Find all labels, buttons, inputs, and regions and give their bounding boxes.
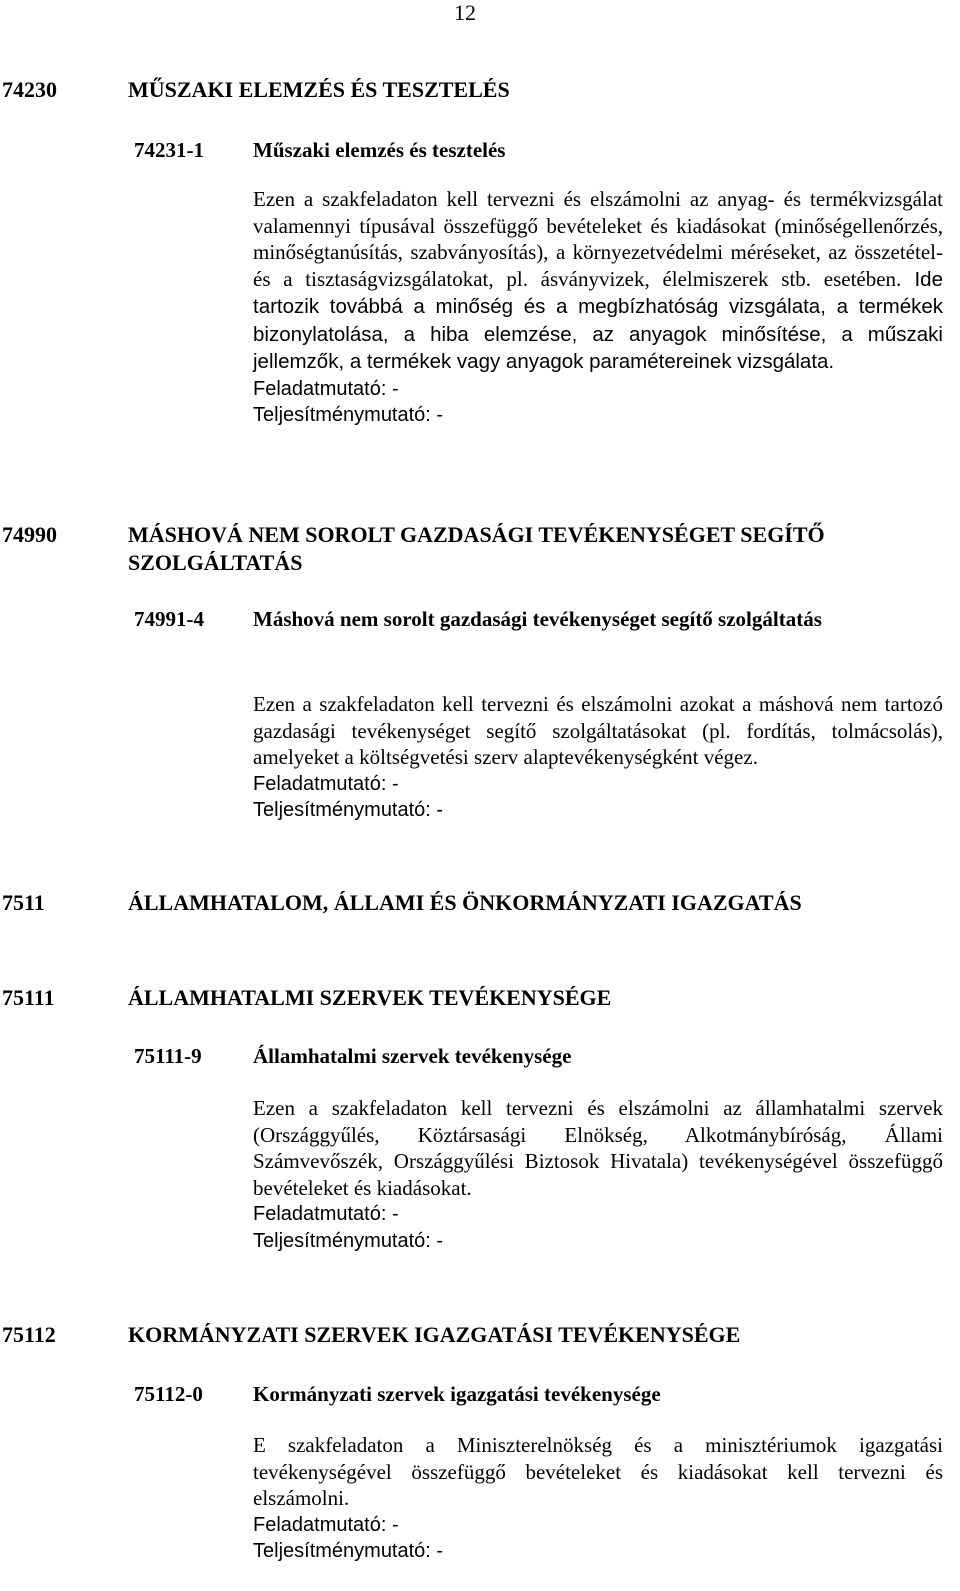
feladatmutato-label: Feladatmutató: -: [253, 1513, 399, 1536]
section-title: ÁLLAMHATALMI SZERVEK TEVÉKENYSÉGE: [128, 985, 612, 1010]
feladatmutato-label: Feladatmutató: -: [253, 1203, 399, 1225]
section-code: 7511: [2, 890, 45, 915]
feladatmutato-label: Feladatmutató: -: [253, 772, 399, 795]
page-number: 12: [454, 0, 476, 25]
body-text: Ezen a szakfeladaton kell tervezni és elszámolni az anyag- és termékvizsgálat valamennyi típusával összefüggő bevételeket és kiadásokat (minőségellenőrzés, minőségtanúsítás, szabványosítás), a környezetvédelmi méréseket, az összetétel- és a tisztaságvizsgálatokat, pl. ásványvizek, élelmiszerek stb. esetében.: [253, 187, 943, 291]
subsection-title: Államhatalmi szervek tevékenysége: [253, 1044, 572, 1068]
section-code: 75112: [2, 1322, 56, 1347]
section-title: MÁSHOVÁ NEM SOROLT GAZDASÁGI TEVÉKENYSÉGET SEGÍTŐ SZOLGÁLTATÁS: [128, 522, 825, 575]
teljesitmenymutato-label: Teljesítménymutató: -: [253, 1229, 444, 1252]
subsection-body: [253, 1432, 943, 1565]
section-title: KORMÁNYZATI SZERVEK IGAZGATÁSI TEVÉKENYSÉGE: [128, 1322, 741, 1347]
subsection-body: [253, 691, 943, 824]
subsection-title: Műszaki elemzés és tesztelés: [253, 138, 506, 162]
subsection-code: 75112-0: [134, 1382, 203, 1406]
section-code: 74990: [2, 522, 57, 547]
subsection-body: [253, 186, 943, 429]
subsection-code: 74231-1: [134, 138, 204, 162]
teljesitmenymutato-label: Teljesítménymutató: -: [253, 404, 444, 426]
body-paragraph: Ezen a szakfeladaton kell tervezni és elszámolni azokat a máshová nem tartozó gazdasági tevékenységet segítő szolgáltatásokat (pl. fordítás, tolmácsolás), amelyeket a költségvetési szerv alaptevékenységként végez.: [253, 692, 943, 769]
body-paragraph: Ezen a szakfeladaton kell tervezni és elszámolni az államhatalmi szervek (Országgyűlés, Köztársasági Elnökség, Alkotmánybíróság, Állami Számvevőszék, Országgyűlési Biztosok Hivatala) tevékenységével összefüggő bevételeket és kiadásokat.: [253, 1096, 943, 1200]
subsection-code: 75111-9: [134, 1044, 202, 1068]
body-text-continued: Ide tartozik továbbá a minőség és a megbízhatóság vizsgálata, a termékek bizonylatolása, a hiba elemzése, az anyagok minősítése, a műszaki jellemzők, a termékek vagy anyagok paramétereinek vizsgálata.: [253, 267, 943, 373]
section-title: ÁLLAMHATALOM, ÁLLAMI ÉS ÖNKORMÁNYZATI IGAZGATÁS: [128, 890, 802, 915]
body-paragraph: [253, 186, 943, 376]
body-paragraph: E szakfeladaton a Miniszterelnökség és a minisztériumok igazgatási tevékenységével összefüggő bevételeket és kiadásokat kell tervezni és elszámolni.: [253, 1433, 943, 1510]
section-code: 75111: [2, 985, 55, 1010]
section-title: MŰSZAKI ELEMZÉS ÉS TESZTELÉS: [128, 77, 510, 102]
subsection-title: Kormányzati szervek igazgatási tevékenysége: [253, 1382, 661, 1406]
section-code: 74230: [2, 77, 57, 102]
subsection-code: 74991-4: [134, 607, 204, 631]
subsection-title: Máshová nem sorolt gazdasági tevékenységet segítő szolgáltatás: [253, 607, 822, 631]
subsection-body: [253, 1095, 943, 1254]
teljesitmenymutato-label: Teljesítménymutató: -: [253, 799, 444, 821]
teljesitmenymutato-label: Teljesítménymutató: -: [253, 1540, 444, 1562]
feladatmutato-label: Feladatmutató: -: [253, 377, 399, 400]
